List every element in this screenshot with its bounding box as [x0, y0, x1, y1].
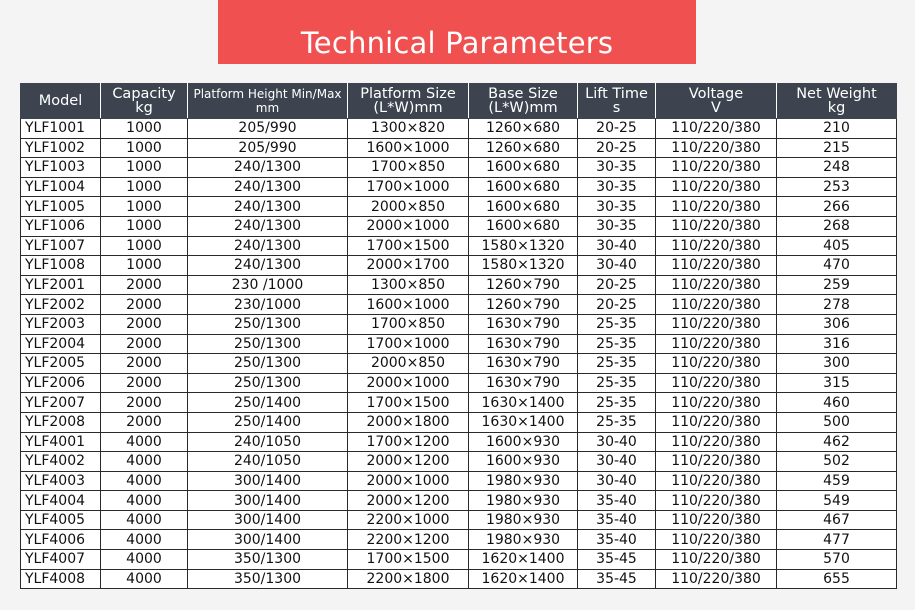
- header-capacity: [101, 84, 188, 119]
- cell-base-size: 1620×1400: [469, 550, 578, 570]
- cell-base-size: 1600×680: [469, 216, 578, 236]
- table-header-row: [21, 84, 897, 119]
- cell-model: YLF2005: [21, 354, 101, 374]
- cell-base-size: 1260×680: [469, 119, 578, 139]
- cell-voltage: 110/220/380: [656, 295, 777, 315]
- cell-platform-size: 1700×1000: [348, 334, 469, 354]
- cell-capacity: 2000: [101, 393, 188, 413]
- cell-platform-height: 300/1400: [188, 471, 348, 491]
- cell-model: YLF2001: [21, 275, 101, 295]
- table-row: [21, 550, 897, 570]
- cell-net-weight: 215: [777, 138, 897, 158]
- table-row: [21, 236, 897, 256]
- table-row: [21, 275, 897, 295]
- cell-lift-time: 20-25: [578, 275, 656, 295]
- cell-model: YLF2006: [21, 373, 101, 393]
- cell-voltage: 110/220/380: [656, 314, 777, 334]
- cell-platform-height: 300/1400: [188, 510, 348, 530]
- cell-net-weight: 460: [777, 393, 897, 413]
- cell-platform-height: 240/1300: [188, 177, 348, 197]
- cell-capacity: 4000: [101, 510, 188, 530]
- cell-platform-size: 1300×850: [348, 275, 469, 295]
- header-voltage: [656, 84, 777, 119]
- cell-voltage: 110/220/380: [656, 452, 777, 472]
- cell-lift-time: 35-40: [578, 491, 656, 511]
- cell-base-size: 1980×930: [469, 530, 578, 550]
- cell-model: YLF1004: [21, 177, 101, 197]
- cell-platform-height: 205/990: [188, 138, 348, 158]
- header-net-weight-label: Net Weight: [796, 86, 877, 102]
- cell-net-weight: 462: [777, 432, 897, 452]
- table-row: [21, 373, 897, 393]
- cell-net-weight: 655: [777, 569, 897, 589]
- cell-base-size: 1260×790: [469, 295, 578, 315]
- cell-base-size: 1980×930: [469, 471, 578, 491]
- cell-voltage: 110/220/380: [656, 432, 777, 452]
- header-platform-height: [188, 84, 348, 119]
- cell-platform-size: 2000×1000: [348, 216, 469, 236]
- cell-platform-size: 2200×1800: [348, 569, 469, 589]
- cell-platform-height: 250/1300: [188, 373, 348, 393]
- cell-net-weight: 253: [777, 177, 897, 197]
- cell-base-size: 1600×680: [469, 177, 578, 197]
- cell-platform-height: 300/1400: [188, 530, 348, 550]
- cell-voltage: 110/220/380: [656, 550, 777, 570]
- cell-base-size: 1600×930: [469, 432, 578, 452]
- cell-net-weight: 502: [777, 452, 897, 472]
- cell-base-size: 1630×790: [469, 314, 578, 334]
- table-row: [21, 412, 897, 432]
- header-net-weight-unit: kg: [827, 100, 846, 116]
- cell-base-size: 1630×790: [469, 334, 578, 354]
- cell-platform-size: 2000×1000: [348, 471, 469, 491]
- cell-base-size: 1600×680: [469, 197, 578, 217]
- cell-platform-size: 1700×1500: [348, 550, 469, 570]
- table-row: [21, 177, 897, 197]
- header-platform-height-unit: mm: [255, 101, 280, 115]
- cell-base-size: 1630×790: [469, 354, 578, 374]
- cell-model: YLF4004: [21, 491, 101, 511]
- cell-lift-time: 35-45: [578, 569, 656, 589]
- cell-voltage: 110/220/380: [656, 275, 777, 295]
- cell-lift-time: 30-40: [578, 256, 656, 276]
- cell-lift-time: 20-25: [578, 138, 656, 158]
- cell-platform-height: 240/1050: [188, 432, 348, 452]
- cell-model: YLF4008: [21, 569, 101, 589]
- cell-lift-time: 25-35: [578, 393, 656, 413]
- cell-net-weight: 467: [777, 510, 897, 530]
- cell-platform-size: 1700×1500: [348, 236, 469, 256]
- cell-base-size: 1980×930: [469, 491, 578, 511]
- cell-model: YLF2008: [21, 412, 101, 432]
- header-voltage-label: Voltage: [688, 86, 744, 102]
- cell-net-weight: 278: [777, 295, 897, 315]
- cell-model: YLF1003: [21, 158, 101, 178]
- cell-platform-height: 250/1400: [188, 412, 348, 432]
- cell-voltage: 110/220/380: [656, 569, 777, 589]
- cell-platform-height: 240/1300: [188, 197, 348, 217]
- cell-lift-time: 20-25: [578, 295, 656, 315]
- cell-base-size: 1260×680: [469, 138, 578, 158]
- header-model: [21, 84, 101, 119]
- cell-capacity: 4000: [101, 452, 188, 472]
- table-row: [21, 393, 897, 413]
- cell-base-size: 1260×790: [469, 275, 578, 295]
- table-row: [21, 295, 897, 315]
- cell-net-weight: 300: [777, 354, 897, 374]
- header-platform-size-label: Platform Size: [360, 86, 456, 102]
- cell-lift-time: 30-40: [578, 471, 656, 491]
- header-platform-size-unit: (L*W)mm: [373, 100, 443, 116]
- cell-platform-size: 1600×1000: [348, 138, 469, 158]
- cell-voltage: 110/220/380: [656, 216, 777, 236]
- table-row: [21, 119, 897, 139]
- cell-platform-size: 2000×1800: [348, 412, 469, 432]
- cell-net-weight: 259: [777, 275, 897, 295]
- cell-platform-height: 240/1300: [188, 158, 348, 178]
- cell-voltage: 110/220/380: [656, 177, 777, 197]
- cell-capacity: 1000: [101, 119, 188, 139]
- cell-capacity: 2000: [101, 373, 188, 393]
- cell-capacity: 1000: [101, 158, 188, 178]
- cell-capacity: 4000: [101, 569, 188, 589]
- cell-capacity: 2000: [101, 412, 188, 432]
- cell-net-weight: 470: [777, 256, 897, 276]
- cell-capacity: 2000: [101, 334, 188, 354]
- cell-base-size: 1630×1400: [469, 412, 578, 432]
- cell-base-size: 1580×1320: [469, 236, 578, 256]
- cell-platform-height: 205/990: [188, 119, 348, 139]
- cell-voltage: 110/220/380: [656, 510, 777, 530]
- header-lift-time-label: Lift Time: [585, 86, 648, 102]
- cell-model: YLF1001: [21, 119, 101, 139]
- cell-voltage: 110/220/380: [656, 119, 777, 139]
- cell-platform-height: 300/1400: [188, 491, 348, 511]
- cell-lift-time: 25-35: [578, 314, 656, 334]
- cell-platform-size: 2000×1700: [348, 256, 469, 276]
- cell-capacity: 2000: [101, 354, 188, 374]
- cell-base-size: 1630×790: [469, 373, 578, 393]
- header-model-label: Model: [38, 93, 83, 109]
- cell-model: YLF1007: [21, 236, 101, 256]
- cell-voltage: 110/220/380: [656, 471, 777, 491]
- cell-platform-height: 250/1300: [188, 354, 348, 374]
- cell-lift-time: 30-35: [578, 216, 656, 236]
- parameters-table-container: [20, 83, 896, 589]
- cell-model: YLF4001: [21, 432, 101, 452]
- cell-net-weight: 500: [777, 412, 897, 432]
- cell-base-size: 1580×1320: [469, 256, 578, 276]
- cell-base-size: 1630×1400: [469, 393, 578, 413]
- cell-net-weight: 210: [777, 119, 897, 139]
- cell-model: YLF4002: [21, 452, 101, 472]
- table-body: [21, 119, 897, 589]
- cell-platform-size: 2000×850: [348, 354, 469, 374]
- table-row: [21, 314, 897, 334]
- cell-base-size: 1600×680: [469, 158, 578, 178]
- cell-capacity: 1000: [101, 138, 188, 158]
- cell-lift-time: 25-35: [578, 334, 656, 354]
- cell-platform-size: 1700×1500: [348, 393, 469, 413]
- cell-capacity: 2000: [101, 295, 188, 315]
- cell-voltage: 110/220/380: [656, 334, 777, 354]
- table-row: [21, 471, 897, 491]
- table-row: [21, 510, 897, 530]
- cell-lift-time: 25-35: [578, 412, 656, 432]
- cell-capacity: 2000: [101, 275, 188, 295]
- table-row: [21, 158, 897, 178]
- cell-platform-size: 2000×1000: [348, 373, 469, 393]
- header-base-size: [469, 84, 578, 119]
- table-row: [21, 354, 897, 374]
- table-row: [21, 432, 897, 452]
- cell-net-weight: 477: [777, 530, 897, 550]
- cell-lift-time: 30-40: [578, 432, 656, 452]
- header-capacity-label: Capacity: [112, 86, 176, 102]
- cell-base-size: 1980×930: [469, 510, 578, 530]
- table-row: [21, 334, 897, 354]
- cell-voltage: 110/220/380: [656, 158, 777, 178]
- cell-platform-height: 240/1300: [188, 236, 348, 256]
- cell-capacity: 4000: [101, 550, 188, 570]
- cell-lift-time: 35-45: [578, 550, 656, 570]
- header-capacity-unit: kg: [135, 100, 153, 116]
- cell-lift-time: 30-35: [578, 197, 656, 217]
- cell-model: YLF4003: [21, 471, 101, 491]
- header-lift-time: [578, 84, 656, 119]
- cell-model: YLF1008: [21, 256, 101, 276]
- cell-voltage: 110/220/380: [656, 256, 777, 276]
- cell-capacity: 4000: [101, 432, 188, 452]
- cell-model: YLF2002: [21, 295, 101, 315]
- header-net-weight: [777, 84, 897, 119]
- cell-platform-size: 2200×1000: [348, 510, 469, 530]
- header-base-size-unit: (L*W)mm: [488, 100, 558, 116]
- table-row: [21, 138, 897, 158]
- cell-lift-time: 20-25: [578, 119, 656, 139]
- cell-platform-size: 2200×1200: [348, 530, 469, 550]
- cell-model: YLF2007: [21, 393, 101, 413]
- cell-platform-size: 2000×1200: [348, 452, 469, 472]
- cell-net-weight: 248: [777, 158, 897, 178]
- cell-platform-size: 1700×1000: [348, 177, 469, 197]
- cell-net-weight: 306: [777, 314, 897, 334]
- table-row: [21, 530, 897, 550]
- cell-platform-size: 1700×850: [348, 314, 469, 334]
- cell-voltage: 110/220/380: [656, 393, 777, 413]
- cell-platform-height: 240/1300: [188, 256, 348, 276]
- cell-platform-size: 2000×1200: [348, 491, 469, 511]
- cell-net-weight: 268: [777, 216, 897, 236]
- cell-platform-height: 350/1300: [188, 569, 348, 589]
- cell-net-weight: 549: [777, 491, 897, 511]
- cell-capacity: 4000: [101, 471, 188, 491]
- cell-capacity: 4000: [101, 491, 188, 511]
- cell-model: YLF1005: [21, 197, 101, 217]
- header-platform-height-label: Platform Height Min/Max: [193, 87, 342, 101]
- cell-model: YLF4006: [21, 530, 101, 550]
- cell-net-weight: 315: [777, 373, 897, 393]
- cell-model: YLF4007: [21, 550, 101, 570]
- cell-platform-height: 350/1300: [188, 550, 348, 570]
- cell-capacity: 1000: [101, 177, 188, 197]
- header-voltage-unit: V: [711, 100, 721, 116]
- cell-net-weight: 570: [777, 550, 897, 570]
- cell-lift-time: 25-35: [578, 354, 656, 374]
- page-title: Technical Parameters: [218, 0, 696, 64]
- cell-net-weight: 405: [777, 236, 897, 256]
- header-platform-size: [348, 84, 469, 119]
- table-row: [21, 256, 897, 276]
- cell-voltage: 110/220/380: [656, 236, 777, 256]
- cell-capacity: 2000: [101, 314, 188, 334]
- table-row: [21, 491, 897, 511]
- cell-lift-time: 30-40: [578, 452, 656, 472]
- cell-net-weight: 266: [777, 197, 897, 217]
- cell-voltage: 110/220/380: [656, 491, 777, 511]
- cell-platform-height: 230/1000: [188, 295, 348, 315]
- cell-net-weight: 316: [777, 334, 897, 354]
- cell-model: YLF2003: [21, 314, 101, 334]
- cell-model: YLF1006: [21, 216, 101, 236]
- cell-voltage: 110/220/380: [656, 530, 777, 550]
- cell-lift-time: 25-35: [578, 373, 656, 393]
- cell-model: YLF4005: [21, 510, 101, 530]
- cell-base-size: 1600×930: [469, 452, 578, 472]
- cell-platform-size: 1700×1200: [348, 432, 469, 452]
- cell-model: YLF1002: [21, 138, 101, 158]
- cell-capacity: 1000: [101, 236, 188, 256]
- table-row: [21, 197, 897, 217]
- parameters-table: [20, 83, 897, 589]
- cell-capacity: 1000: [101, 216, 188, 236]
- cell-lift-time: 35-40: [578, 510, 656, 530]
- cell-platform-size: 1700×850: [348, 158, 469, 178]
- table-row: [21, 216, 897, 236]
- cell-voltage: 110/220/380: [656, 197, 777, 217]
- cell-platform-height: 250/1300: [188, 314, 348, 334]
- cell-platform-height: 230 /1000: [188, 275, 348, 295]
- header-base-size-label: Base Size: [488, 86, 558, 102]
- cell-capacity: 4000: [101, 530, 188, 550]
- cell-lift-time: 35-40: [578, 530, 656, 550]
- cell-platform-height: 250/1300: [188, 334, 348, 354]
- cell-model: YLF2004: [21, 334, 101, 354]
- cell-voltage: 110/220/380: [656, 354, 777, 374]
- cell-platform-size: 1300×820: [348, 119, 469, 139]
- cell-voltage: 110/220/380: [656, 412, 777, 432]
- cell-platform-height: 240/1300: [188, 216, 348, 236]
- cell-voltage: 110/220/380: [656, 373, 777, 393]
- table-row: [21, 569, 897, 589]
- cell-voltage: 110/220/380: [656, 138, 777, 158]
- cell-capacity: 1000: [101, 197, 188, 217]
- cell-base-size: 1620×1400: [469, 569, 578, 589]
- cell-platform-size: 1600×1000: [348, 295, 469, 315]
- cell-platform-height: 250/1400: [188, 393, 348, 413]
- cell-lift-time: 30-35: [578, 158, 656, 178]
- cell-net-weight: 459: [777, 471, 897, 491]
- table-row: [21, 452, 897, 472]
- cell-capacity: 1000: [101, 256, 188, 276]
- cell-platform-height: 240/1050: [188, 452, 348, 472]
- header-lift-time-unit: s: [612, 100, 621, 116]
- cell-lift-time: 30-35: [578, 177, 656, 197]
- cell-platform-size: 2000×850: [348, 197, 469, 217]
- cell-lift-time: 30-40: [578, 236, 656, 256]
